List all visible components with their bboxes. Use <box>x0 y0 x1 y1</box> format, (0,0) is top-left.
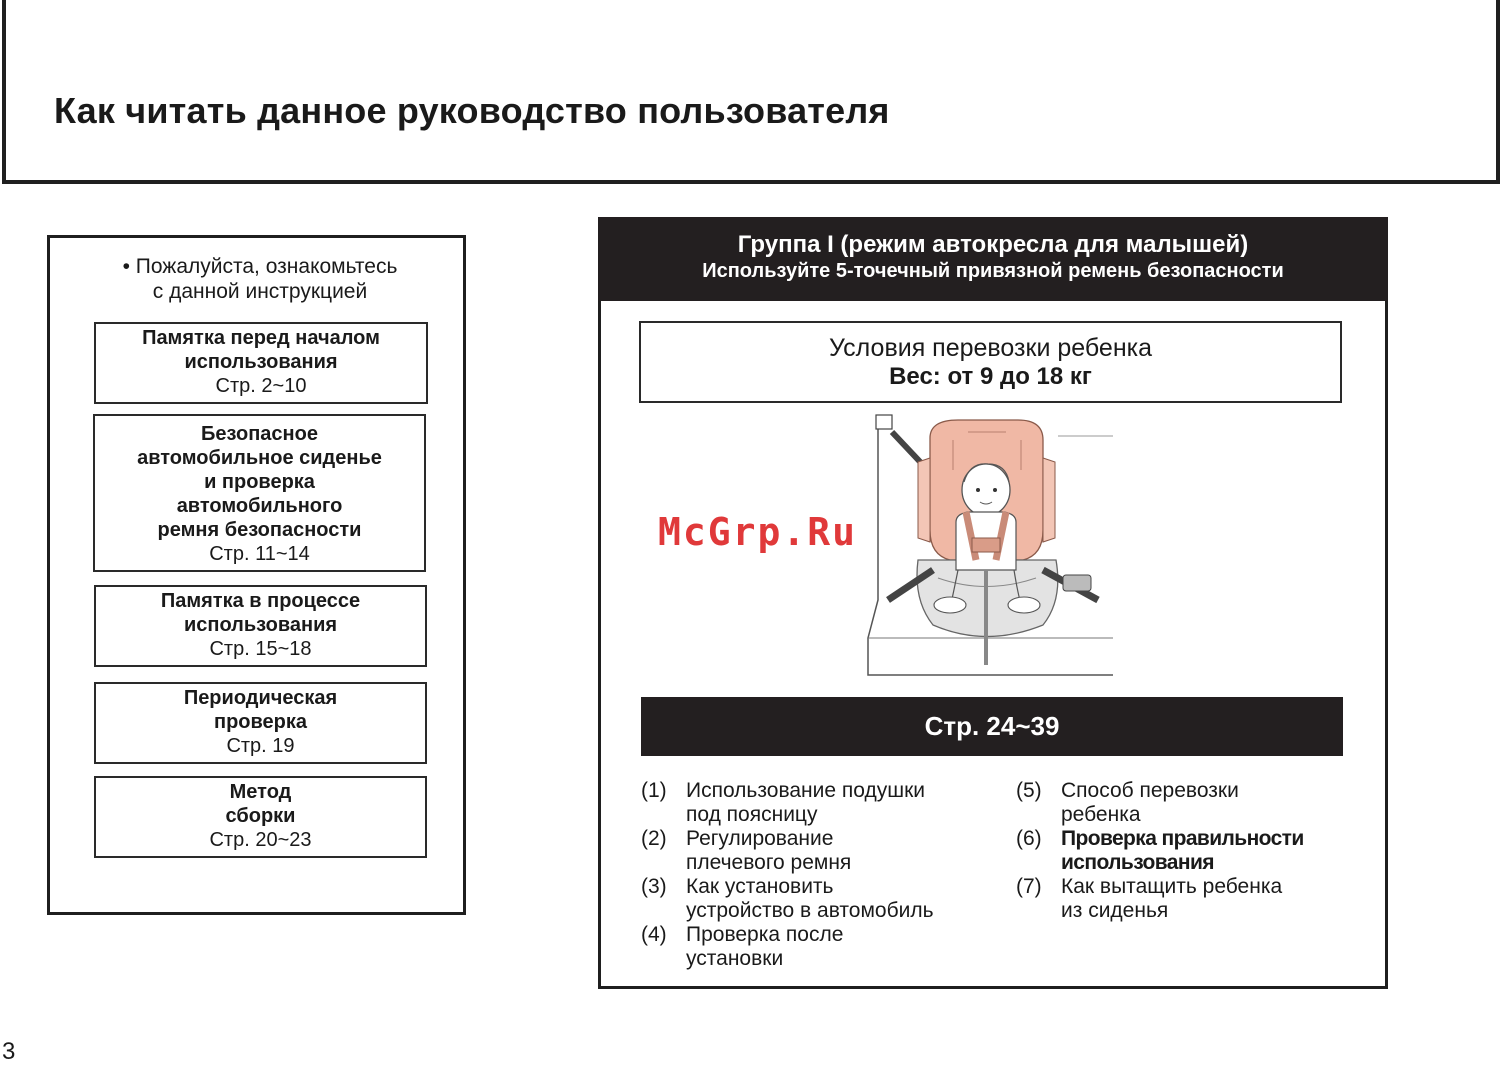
conditions-weight: Вес: от 9 до 18 кг <box>889 363 1092 390</box>
group-title: Группа I (режим автокресла для малышей) <box>737 231 1249 258</box>
section-box <box>94 322 428 404</box>
section-box <box>94 585 427 667</box>
child-car-seat-illustration <box>858 410 1118 680</box>
section-title: Безопасное автомобильное сиденье и проверка автомобильного ремня безопасности <box>137 423 382 541</box>
item-number: (7) <box>1016 875 1042 898</box>
item-text: Проверка после установки <box>686 923 844 970</box>
item-text: Использование подушки под поясницу <box>686 779 925 826</box>
item-text: Регулирование плечевого ремня <box>686 827 852 874</box>
section-pages: Стр. 2~10 <box>215 375 307 397</box>
item-number: (1) <box>641 779 667 802</box>
conditions-box <box>639 321 1342 403</box>
item-text: Проверка правильности использования <box>1061 827 1304 874</box>
section-pages: Стр. 11~14 <box>209 543 310 565</box>
item-text: Как установить устройство в автомобиль <box>686 875 934 922</box>
section-pages: Стр. 20~23 <box>209 829 312 851</box>
section-box <box>93 414 426 572</box>
page-number: 3 <box>2 1038 16 1065</box>
group-subtitle: Используйте 5-точечный привязной ремень безопасности <box>702 260 1284 282</box>
section-title: Периодическая проверка <box>183 687 338 733</box>
item-number: (3) <box>641 875 667 898</box>
header-box <box>2 0 1500 184</box>
section-title: Памятка в процессе использования <box>160 590 361 636</box>
item-text: Способ перевозки ребенка <box>1061 779 1239 826</box>
watermark-text: McGrp.Ru <box>658 510 858 554</box>
section-title: Метод сборки <box>225 781 296 827</box>
section-title: Памятка перед началом использования <box>142 327 380 373</box>
group-header <box>598 217 1388 301</box>
section-box <box>94 682 427 764</box>
item-number: (4) <box>641 923 667 946</box>
item-number: (2) <box>641 827 667 850</box>
item-number: (6) <box>1016 827 1042 850</box>
section-pages: Стр. 19 <box>226 735 295 757</box>
item-number: (5) <box>1016 779 1042 802</box>
section-box <box>94 776 427 858</box>
pages-bar: Стр. 24~39 <box>641 697 1343 756</box>
item-text: Как вытащить ребенка из сиденья <box>1061 875 1283 922</box>
section-pages: Стр. 15~18 <box>209 638 312 660</box>
conditions-label: Условия перевозки ребенка <box>828 334 1153 362</box>
intro-note: • Пожалуйста, ознакомьтесь с данной инструкцией <box>122 255 398 303</box>
page-title: Как читать данное руководство пользователя <box>54 90 890 131</box>
